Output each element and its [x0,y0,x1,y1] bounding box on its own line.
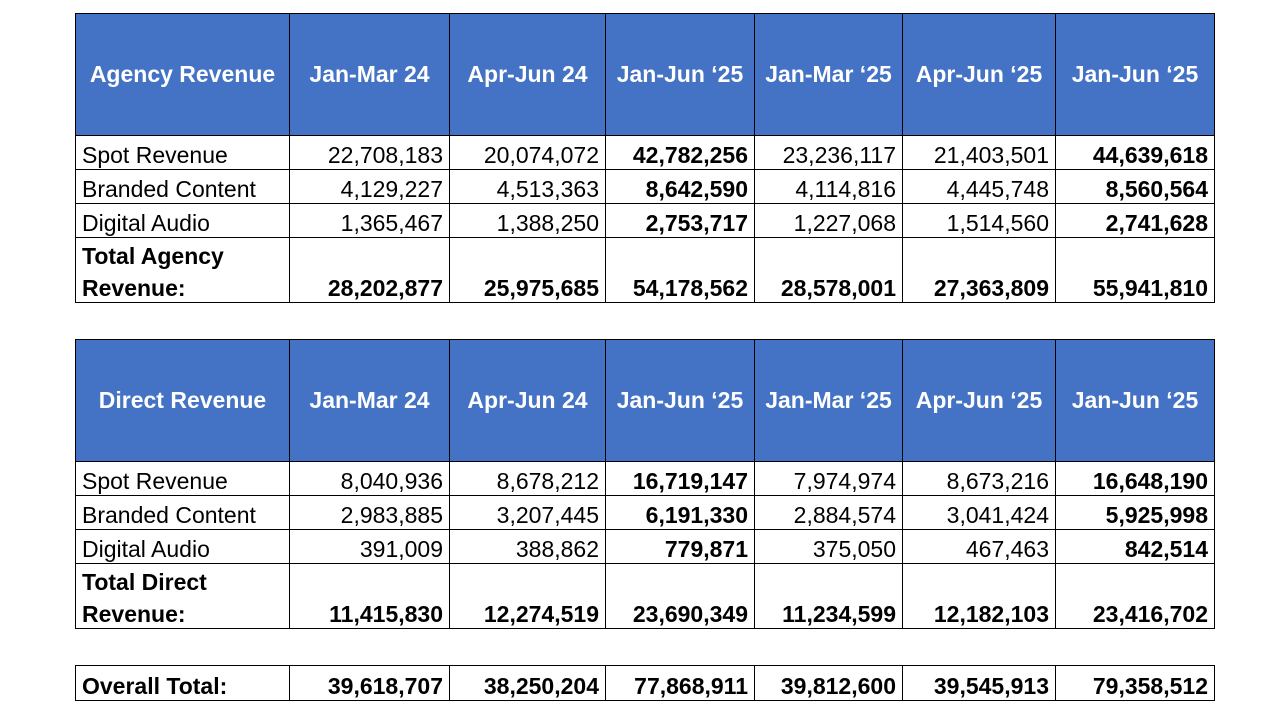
table-row [76,462,1215,496]
total-cell: 54,178,562 [606,270,755,303]
cell: 3,207,445 [450,496,606,530]
empty-cell [290,238,450,271]
empty-cell [903,238,1056,271]
total-cell: 38,250,204 [450,666,606,701]
agency-header-col-6: Jan-Jun ‘25 [1056,14,1215,136]
direct-total-row [76,596,1215,629]
cell: 1,388,250 [450,204,606,238]
row-label: Digital Audio [76,204,290,238]
cell: 7,974,974 [755,462,903,496]
cell: 8,673,216 [903,462,1056,496]
row-label: Digital Audio [76,530,290,564]
cell-half-total: 2,741,628 [1056,204,1215,238]
overall-total-table [75,665,1215,701]
cell-half-total: 2,753,717 [606,204,755,238]
cell-half-total: 16,648,190 [1056,462,1215,496]
direct-header-col-1: Jan-Mar 24 [290,340,450,462]
agency-revenue-table [75,13,1215,303]
cell-half-total: 8,560,564 [1056,170,1215,204]
direct-header-col-2: Apr-Jun 24 [450,340,606,462]
cell-half-total: 44,639,618 [1056,136,1215,170]
direct-header-title: Direct Revenue [76,340,290,462]
row-label: Branded Content [76,170,290,204]
empty-cell [606,238,755,271]
total-cell: 39,618,707 [290,666,450,701]
total-cell: 28,578,001 [755,270,903,303]
direct-header-col-6: Jan-Jun ‘25 [1056,340,1215,462]
agency-header-col-5: Apr-Jun ‘25 [903,14,1056,136]
cell-half-total: 16,719,147 [606,462,755,496]
table-row [76,530,1215,564]
total-cell: 23,690,349 [606,596,755,629]
cell-half-total: 842,514 [1056,530,1215,564]
overall-total-label: Overall Total: [76,666,290,701]
cell: 3,041,424 [903,496,1056,530]
direct-revenue-table [75,339,1215,629]
cell: 8,678,212 [450,462,606,496]
cell: 1,227,068 [755,204,903,238]
cell-half-total: 8,642,590 [606,170,755,204]
cell: 375,050 [755,530,903,564]
overall-total-row [76,666,1215,701]
empty-cell [290,564,450,597]
total-cell: 79,358,512 [1056,666,1215,701]
total-label-line2: Revenue: [76,270,290,303]
cell: 1,365,467 [290,204,450,238]
cell: 2,983,885 [290,496,450,530]
empty-cell [1056,238,1215,271]
total-cell: 39,545,913 [903,666,1056,701]
total-cell: 11,234,599 [755,596,903,629]
direct-header-row [76,340,1215,462]
agency-header-col-1: Jan-Mar 24 [290,14,450,136]
empty-cell [450,564,606,597]
direct-header-col-4: Jan-Mar ‘25 [755,340,903,462]
cell: 8,040,936 [290,462,450,496]
cell: 2,884,574 [755,496,903,530]
total-cell: 12,274,519 [450,596,606,629]
row-label: Spot Revenue [76,136,290,170]
direct-total-row-top [76,564,1215,597]
agency-header-title: Agency Revenue [76,14,290,136]
cell: 467,463 [903,530,1056,564]
total-cell: 28,202,877 [290,270,450,303]
total-label-line1: Total Agency [76,238,290,271]
total-cell: 12,182,103 [903,596,1056,629]
cell: 1,514,560 [903,204,1056,238]
total-cell: 55,941,810 [1056,270,1215,303]
row-label: Spot Revenue [76,462,290,496]
total-cell: 77,868,911 [606,666,755,701]
agency-header-col-2: Apr-Jun 24 [450,14,606,136]
cell: 4,129,227 [290,170,450,204]
total-cell: 23,416,702 [1056,596,1215,629]
total-label-line2: Revenue: [76,596,290,629]
total-cell: 11,415,830 [290,596,450,629]
total-cell: 27,363,809 [903,270,1056,303]
table-row [76,204,1215,238]
cell: 22,708,183 [290,136,450,170]
agency-header-col-3: Jan-Jun ‘25 [606,14,755,136]
cell: 4,114,816 [755,170,903,204]
cell-half-total: 6,191,330 [606,496,755,530]
cell: 23,236,117 [755,136,903,170]
cell-half-total: 5,925,998 [1056,496,1215,530]
cell: 4,513,363 [450,170,606,204]
table-row [76,136,1215,170]
cell: 21,403,501 [903,136,1056,170]
agency-header-col-4: Jan-Mar ‘25 [755,14,903,136]
total-cell: 39,812,600 [755,666,903,701]
cell-half-total: 779,871 [606,530,755,564]
empty-cell [1056,564,1215,597]
empty-cell [903,564,1056,597]
cell-half-total: 42,782,256 [606,136,755,170]
cell: 20,074,072 [450,136,606,170]
total-cell: 25,975,685 [450,270,606,303]
direct-header-col-3: Jan-Jun ‘25 [606,340,755,462]
empty-cell [450,238,606,271]
cell: 388,862 [450,530,606,564]
total-label-line1: Total Direct [76,564,290,597]
agency-header-row [76,14,1215,136]
agency-total-row-top [76,238,1215,271]
table-row [76,496,1215,530]
empty-cell [755,564,903,597]
empty-cell [606,564,755,597]
empty-cell [755,238,903,271]
direct-header-col-5: Apr-Jun ‘25 [903,340,1056,462]
cell: 391,009 [290,530,450,564]
table-row [76,170,1215,204]
row-label: Branded Content [76,496,290,530]
agency-total-row [76,270,1215,303]
cell: 4,445,748 [903,170,1056,204]
